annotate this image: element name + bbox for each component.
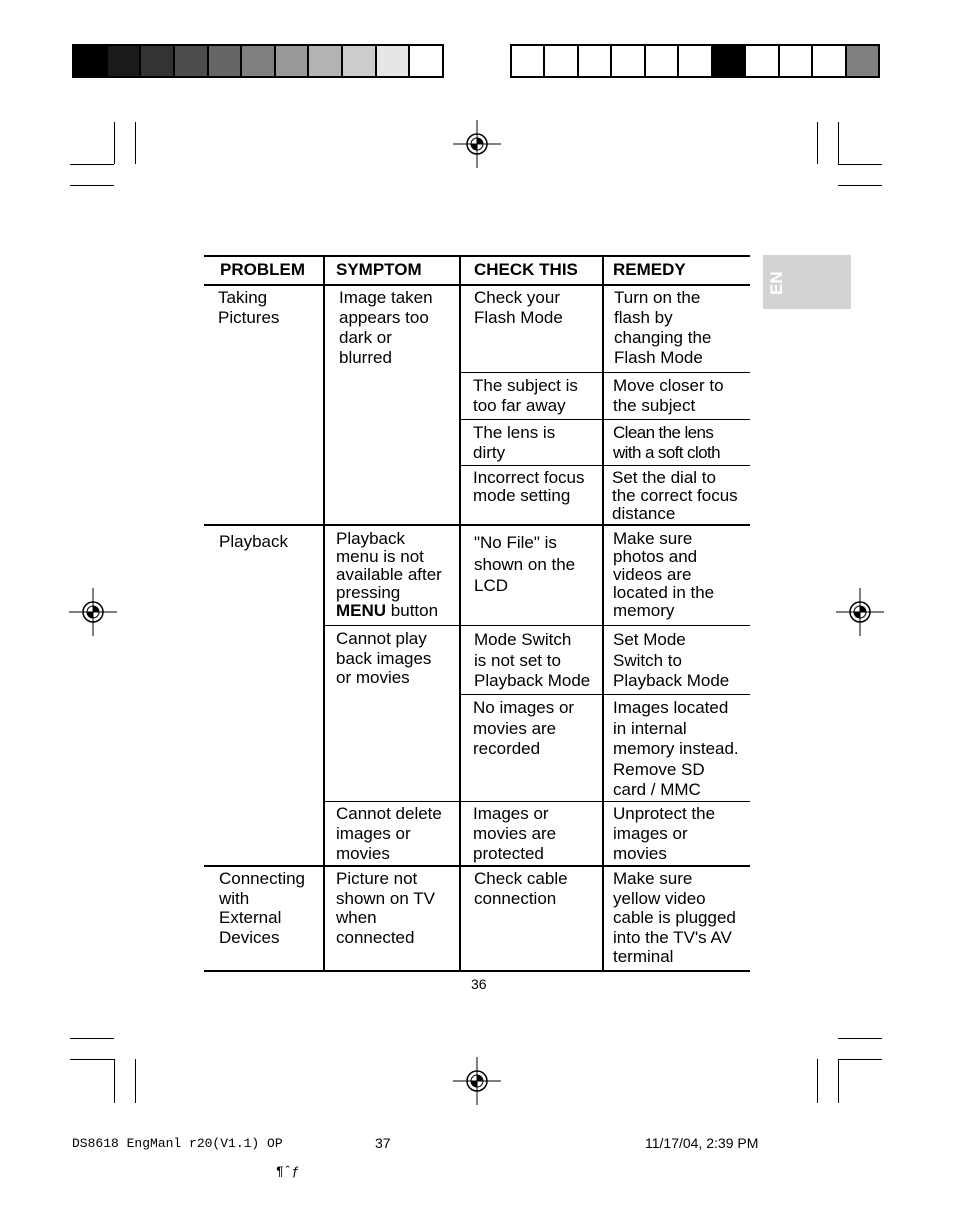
color-swatch bbox=[410, 46, 442, 76]
check-cell: The subject is too far away bbox=[473, 376, 578, 415]
color-swatch bbox=[780, 46, 813, 76]
problem-cell: Playback bbox=[219, 532, 288, 551]
remedy-cell: Set the dial to the correct focus distance bbox=[612, 468, 738, 523]
color-swatch bbox=[343, 46, 377, 76]
crop-mark bbox=[70, 1059, 114, 1060]
header-remedy: REMEDY bbox=[613, 260, 686, 279]
footer-file-name: DS8618 EngManl r20(V1.1) OP bbox=[72, 1136, 283, 1151]
crop-mark bbox=[135, 1059, 136, 1103]
color-swatch bbox=[646, 46, 679, 76]
color-swatch bbox=[309, 46, 343, 76]
crop-mark bbox=[70, 185, 114, 186]
color-swatch bbox=[746, 46, 779, 76]
language-tab bbox=[763, 255, 851, 309]
symptom-text: Playback menu is not available after pressing bbox=[336, 529, 442, 602]
registration-mark-icon bbox=[453, 120, 501, 168]
crop-mark bbox=[114, 122, 115, 164]
crop-mark bbox=[838, 1059, 839, 1103]
header-symptom: SYMPTOM bbox=[336, 260, 422, 279]
color-swatch bbox=[847, 46, 878, 76]
crop-mark bbox=[838, 164, 882, 165]
crop-mark bbox=[838, 122, 839, 164]
crop-mark bbox=[817, 1059, 818, 1103]
check-cell: Check cable connection bbox=[474, 869, 568, 908]
crop-mark bbox=[114, 1059, 115, 1103]
symptom-cell: Image taken appears too dark or blurred bbox=[339, 288, 433, 367]
symptom-cell: Picture not shown on TV when connected bbox=[336, 869, 435, 947]
color-bar-left bbox=[72, 44, 444, 78]
symptom-cell: Cannot play back images or movies bbox=[336, 629, 432, 687]
remedy-cell: Turn on the flash by changing the Flash Mode bbox=[614, 288, 712, 367]
color-swatch bbox=[175, 46, 209, 76]
check-cell: The lens is dirty bbox=[473, 423, 556, 462]
color-swatch bbox=[579, 46, 612, 76]
remedy-cell: Images located in internal memory instead. Remove SD card / MMC bbox=[613, 698, 739, 799]
crop-mark bbox=[838, 1038, 882, 1039]
language-tab-label: EN bbox=[767, 271, 786, 295]
color-bar-right bbox=[510, 44, 880, 78]
color-swatch bbox=[242, 46, 276, 76]
color-swatch bbox=[545, 46, 578, 76]
remedy-cell: Make sure yellow video cable is plugged into the TV's AV terminal bbox=[613, 869, 736, 966]
symptom-cell: Cannot delete images or movies bbox=[336, 804, 442, 863]
color-swatch bbox=[377, 46, 411, 76]
check-cell: Check your Flash Mode bbox=[474, 288, 563, 327]
symptom-menu-line bbox=[336, 602, 442, 620]
check-cell: No images or movies are recorded bbox=[473, 698, 575, 758]
crop-mark bbox=[70, 164, 114, 165]
remedy-cell: Unprotect the images or movies bbox=[613, 804, 716, 863]
footer-timestamp: 11/17/04, 2:39 PM bbox=[645, 1135, 759, 1151]
footer-sheet-number: 37 bbox=[375, 1135, 391, 1151]
remedy-cell: Set Mode Switch to Playback Mode bbox=[613, 630, 730, 690]
header-check-this: CHECK THIS bbox=[474, 260, 578, 279]
registration-mark-icon bbox=[69, 588, 117, 636]
color-swatch bbox=[713, 46, 746, 76]
remedy-cell: Clean the lens with a soft cloth bbox=[613, 423, 720, 462]
menu-keyword: MENU bbox=[336, 601, 387, 620]
color-swatch bbox=[209, 46, 243, 76]
check-cell: Images or movies are protected bbox=[473, 804, 557, 863]
color-swatch bbox=[512, 46, 545, 76]
crop-mark bbox=[838, 1059, 882, 1060]
check-cell: Mode Switch is not set to Playback Mode bbox=[474, 630, 591, 690]
color-swatch bbox=[813, 46, 846, 76]
registration-mark-icon bbox=[453, 1057, 501, 1105]
registration-mark-icon bbox=[836, 588, 884, 636]
header-problem: PROBLEM bbox=[220, 260, 305, 279]
remedy-cell: Make sure photos and videos are located in the memory bbox=[613, 529, 715, 620]
symptom-cell bbox=[336, 530, 442, 620]
crop-mark bbox=[817, 122, 818, 164]
color-swatch bbox=[679, 46, 712, 76]
problem-cell: Taking Pictures bbox=[218, 288, 280, 327]
check-cell: "No File" is shown on the LCD bbox=[474, 533, 576, 595]
footer-code: ¶ˆƒ bbox=[276, 1164, 300, 1179]
color-swatch bbox=[74, 46, 108, 76]
menu-rest: button bbox=[386, 601, 439, 620]
crop-mark bbox=[135, 122, 136, 164]
color-swatch bbox=[108, 46, 142, 76]
color-swatch bbox=[612, 46, 645, 76]
page-number: 36 bbox=[471, 976, 487, 992]
color-swatch bbox=[276, 46, 310, 76]
remedy-cell: Move closer to the subject bbox=[613, 376, 724, 415]
check-cell: Incorrect focus mode setting bbox=[473, 468, 585, 505]
crop-mark bbox=[838, 185, 882, 186]
color-swatch bbox=[141, 46, 175, 76]
crop-mark bbox=[70, 1038, 114, 1039]
problem-cell: Connecting with External Devices bbox=[219, 869, 306, 947]
